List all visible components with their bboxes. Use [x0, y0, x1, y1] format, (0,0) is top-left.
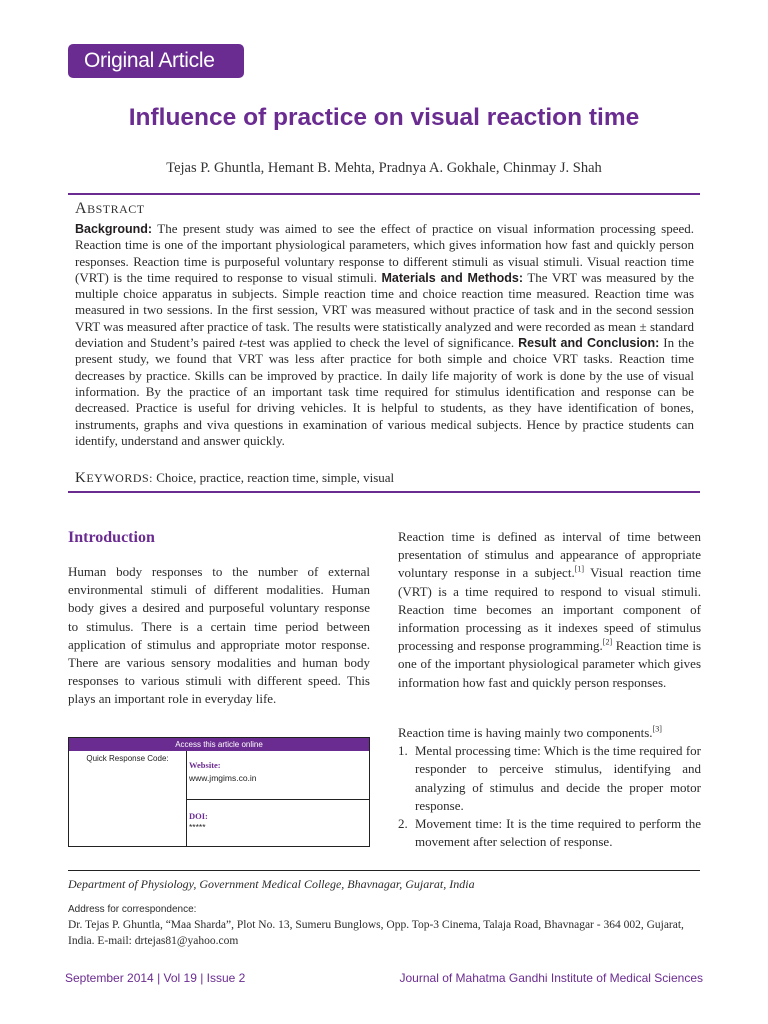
components-list	[398, 742, 701, 851]
background-label: Background:	[75, 222, 153, 236]
citation-ref-2[interactable]: [2]	[602, 637, 613, 647]
correspondence-label: Address for correspondence:	[68, 904, 197, 915]
article-title: Influence of practice on visual reaction time	[128, 104, 640, 131]
introduction-heading: Introduction	[68, 529, 155, 546]
footnote-rule	[68, 870, 700, 871]
keywords-text: Choice, practice, reaction time, simple, visual	[153, 470, 395, 485]
keywords-label: KEYWORDS:	[75, 470, 154, 486]
issue-info: September 2014 | Vol 19 | Issue 2	[65, 971, 246, 985]
list-item: 2. Movement time: It is the time required to perform the movement after selection of response.	[398, 816, 701, 850]
citation-ref-1[interactable]: [1]	[574, 565, 585, 575]
citation-ref-3[interactable]: [3]	[652, 724, 662, 734]
website-label: Website:	[189, 760, 221, 770]
qr-code-cell	[69, 751, 187, 846]
website-link[interactable]: www.jmgims.co.in	[189, 773, 257, 783]
components-intro: Reaction time is having mainly two components.[3]	[398, 724, 662, 740]
list-item: 1. Mental processing time: Which is the time required for responder to perceive stimulus, identifying and analyzing of stimulus and decide the proper motor response.	[398, 743, 701, 813]
affiliation-line: Department of Physiology, Government Medical College, Bhavnagar, Gujarat, India	[68, 877, 475, 891]
journal-name: Journal of Mahatma Gandhi Institute of Medical Sciences	[399, 971, 703, 985]
components-section	[398, 724, 701, 851]
abstract-section	[75, 199, 694, 449]
introduction-paragraph: Human body responses to the number of external environmental stimuli of different modalities. Human body gives a desired and purposeful voluntary response to stimulus. There is a certain time period between application of stimulus and appropriate motor response. There are various sensory modalities and human body responses to various stimuli with different speed. This plays an important role in everyday life.	[68, 564, 370, 707]
abstract-top-rule	[68, 193, 700, 195]
result-label: Result and Conclusion:	[518, 336, 660, 351]
abstract-body: Background: The present study was aimed to see the effect of practice on visual information processing speed. Reaction time is one of the important physiological parameters, which gives information how fast and quickly person responses. Reaction time is purposeful voluntary response to different stimuli as visual stimuli. Visual reaction time (VRT) is the time required to response to visual stimuli. Materials and Methods: The VRT was measured by the multiple choice apparatus in subjects. Simple reaction time and choice reaction time measured. Reaction time was measured in two sessions. In the first session, VRT was measured without practice of task and in the second session VRT was measured after practice of task. The results were statistically analyzed and were recorded as mean ± standard deviation and Student’s paired t-test was applied to check the level of significance. Result and Conclusion: In the present study, we found that VRT was less after practice for both simple and choice VRT tasks. Reaction time decreases by practice. Skills can be improved by practice. In daily life majority of work is done by the use of visual information. By the practice of an important task time required for stimulus identification and response can be decreased. Practice is useful for driving vehicles. It is helpful to students, as they have identification of bones, instruments, graphs and viva questions in examination of various medical subjects. Hence by practice students can identify, understand and answer quickly.	[75, 221, 694, 448]
keywords-line	[75, 469, 394, 487]
access-box-header: Access this article online	[69, 738, 369, 751]
doi-value: *****	[189, 822, 206, 832]
abstract-bottom-rule	[68, 491, 700, 493]
qr-code-label: Quick Response Code:	[86, 754, 169, 763]
access-divider	[187, 799, 369, 800]
reaction-time-definition-paragraph: Reaction time is defined as interval of time between presentation of stimulus and appearance of appropriate voluntary response in a subject.[1] Visual reaction time (VRT) is a time required to respond to visual stimuli. Reaction time becomes an important component of information processing as it indexes speed of stimulus processing and response programming.[2] Reaction time is one of the important physiological parameter which gives information how fast and quickly person responses.	[398, 529, 701, 690]
access-article-box	[68, 737, 370, 847]
author-list: Tejas P. Ghuntla, Hemant B. Mehta, Pradnya A. Gokhale, Chinmay J. Shah	[166, 160, 602, 176]
doi-label: DOI:	[189, 811, 208, 821]
methods-label: Materials and Methods:	[381, 270, 524, 285]
abstract-heading: ABSTRACT	[75, 200, 145, 217]
article-type-badge: Original Article	[68, 44, 244, 78]
access-info-cell	[187, 751, 369, 846]
correspondence-address: Dr. Tejas P. Ghuntla, “Maa Sharda”, Plot No. 13, Sumeru Bunglows, Opp. Top-3 Cinema, Talaja Road, Bhavnagar - 364 002, Gujarat, India. E-mail: drtejas81@yahoo.com	[68, 919, 684, 947]
